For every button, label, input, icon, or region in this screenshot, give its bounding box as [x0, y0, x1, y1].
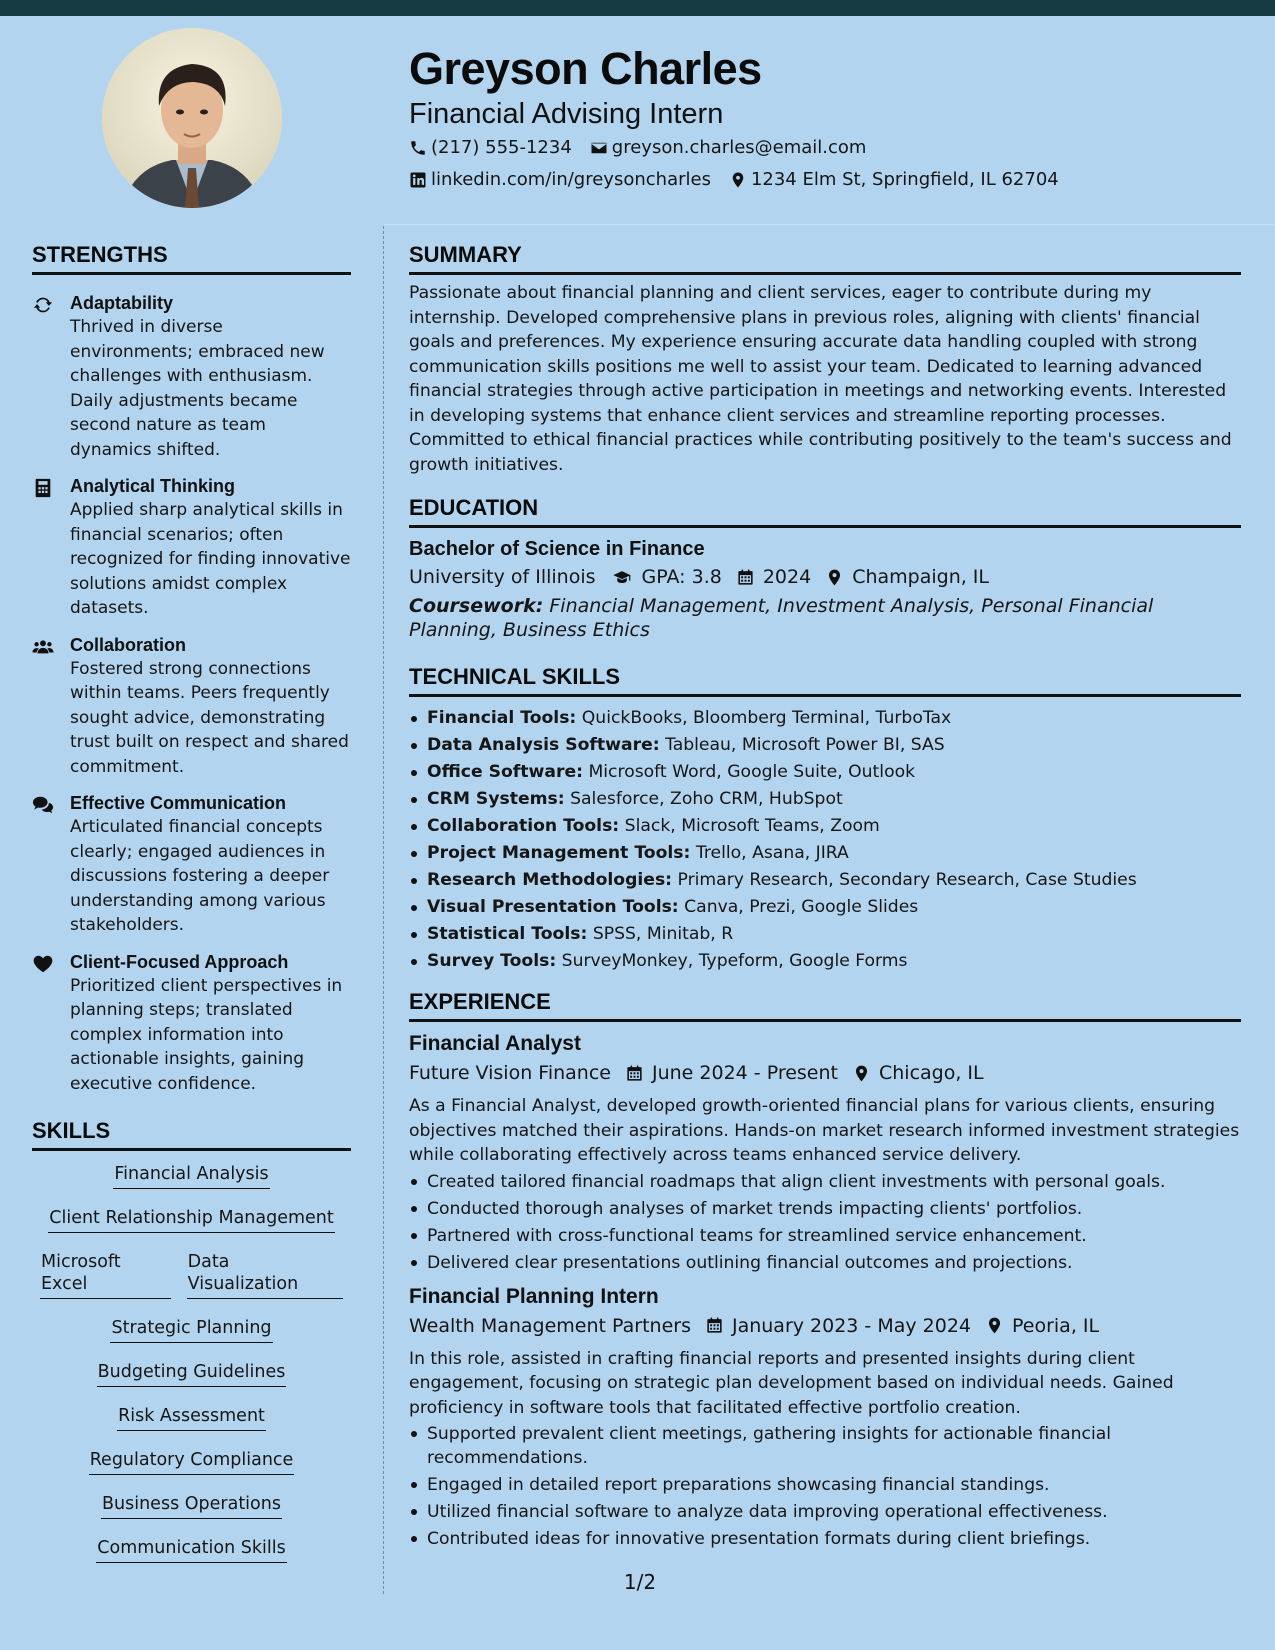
- address-text: 1234 Elm St, Springfield, IL 62704: [750, 169, 1059, 190]
- skill-tag: Data Visualization: [187, 1251, 343, 1299]
- strength-title: Collaboration: [70, 634, 186, 655]
- profile-photo: [102, 28, 282, 208]
- list-item: Partnered with cross-functional teams for streamlined service enhancement.: [409, 1224, 1241, 1248]
- skill-value: Salesforce, Zoho CRM, HubSpot: [570, 789, 843, 809]
- job-location: [985, 1311, 1099, 1341]
- phone-icon: [409, 139, 427, 157]
- skill-value: Canva, Prezi, Google Slides: [684, 897, 919, 917]
- calendar-icon: [705, 1316, 724, 1335]
- list-item: [409, 759, 1241, 786]
- header-divider: [384, 224, 1275, 225]
- strength-description: Applied sharp analytical skills in financial scenarios; often recognized for finding innovative solutions amidst complex datasets.: [70, 500, 351, 618]
- comments-icon: [32, 794, 54, 816]
- map-pin-icon: [825, 568, 844, 587]
- candidate-name: Greyson Charles: [409, 43, 762, 94]
- job-dates: [625, 1058, 838, 1088]
- skill-value: SurveyMonkey, Typeform, Google Forms: [561, 951, 908, 971]
- email-contact[interactable]: [590, 132, 867, 164]
- skills-list: [32, 1151, 351, 1581]
- skill-tag: Business Operations: [101, 1493, 282, 1519]
- technical-skills-title: TECHNICAL SKILLS: [409, 662, 1241, 697]
- education-meta: [409, 562, 1241, 592]
- strength-description: Thrived in diverse environments; embraced new challenges with enthusiasm. Daily adjustments became second nature as team dynamics shifted.: [70, 317, 325, 460]
- school-location: [825, 562, 989, 592]
- strength-description: Prioritized client perspectives in planning steps; translated complex information into actionable insights, gaining executive confidence.: [70, 975, 343, 1094]
- company-name: [409, 1058, 611, 1088]
- list-item: Utilized financial software to analyze data improving operational effectiveness.: [409, 1500, 1241, 1524]
- dates-text: June 2024 - Present: [651, 1062, 838, 1084]
- map-pin-icon: [852, 1064, 871, 1083]
- right-column: [409, 240, 1241, 1554]
- list-item: Created tailored financial roadmaps that align client investments with personal goals.: [409, 1170, 1241, 1194]
- dates-text: January 2023 - May 2024: [731, 1314, 971, 1337]
- skill-tag: Client Relationship Management: [48, 1207, 335, 1233]
- calendar-icon: [736, 568, 755, 587]
- skill-label: Visual Presentation Tools:: [427, 897, 679, 917]
- sync-icon: [32, 294, 54, 316]
- coursework: [409, 594, 1241, 642]
- skill-label: CRM Systems:: [427, 789, 565, 809]
- job-bullets: [409, 1422, 1241, 1551]
- company-text: Wealth Management Partners: [409, 1314, 691, 1337]
- strength-title: Effective Communication: [70, 793, 287, 813]
- summary-title: SUMMARY: [409, 240, 1241, 275]
- list-item: [409, 732, 1241, 759]
- strength-description: Fostered strong connections within teams. Peers frequently sought advice, demonstrating trust built on respect and shared commitment.: [70, 658, 349, 777]
- skill-label: Project Management Tools:: [427, 843, 691, 863]
- job-title: Financial Analyst: [409, 1032, 581, 1055]
- gpa-text: GPA: 3.8: [641, 566, 722, 588]
- linkedin-text: linkedin.com/in/greysoncharles: [431, 169, 711, 190]
- skill-value: QuickBooks, Bloomberg Terminal, TurboTax: [581, 708, 952, 728]
- skill-value: SPSS, Minitab, R: [592, 924, 734, 944]
- column-divider: [383, 226, 384, 1594]
- list-item: [409, 894, 1241, 921]
- experience-title: EXPERIENCE: [409, 987, 1241, 1022]
- skill-value: Trello, Asana, JIRA: [695, 843, 849, 863]
- list-item: Supported prevalent client meetings, gathering insights for actionable financial recommendations.: [409, 1422, 1241, 1470]
- envelope-icon: [590, 139, 608, 157]
- strength-item: [32, 291, 351, 462]
- summary-text: Passionate about financial planning and client services, eager to contribute during my internship. Developed comprehensive plans in previous roles, aligning with clients' financial goals and preferences. My experience ensuring accurate data handling coupled with strong communication skills positions me well to assist your team. Dedicated to learning advanced financial strategies through active participation in meetings and networking events. Interested in developing systems that enhance client services and streamline reporting processes. Committed to ethical financial practices while contributing positively to the team's success and growth initiatives.: [409, 283, 1232, 475]
- skill-label: Survey Tools:: [427, 951, 557, 971]
- list-item: [409, 705, 1241, 732]
- skill-label: Collaboration Tools:: [427, 816, 620, 836]
- list-item: [409, 948, 1241, 975]
- job-bullets: [409, 1170, 1241, 1275]
- school-name: [409, 562, 596, 592]
- skill-value: Tableau, Microsoft Power BI, SAS: [665, 735, 945, 755]
- calculator-icon: [32, 477, 54, 499]
- company-text: Future Vision Finance: [409, 1062, 611, 1084]
- skill-tag: Communication Skills: [96, 1537, 286, 1563]
- list-item: [409, 813, 1241, 840]
- skills-title: SKILLS: [32, 1116, 351, 1151]
- contact-row-2: [409, 164, 1229, 196]
- location-text: Chicago, IL: [878, 1062, 984, 1084]
- job-location: [852, 1058, 984, 1088]
- education-title: EDUCATION: [409, 493, 1241, 528]
- strength-item: [32, 474, 351, 621]
- gpa: [610, 562, 722, 592]
- linkedin-contact[interactable]: [409, 164, 711, 196]
- skill-value: Primary Research, Secondary Research, Case Studies: [677, 870, 1137, 890]
- map-pin-icon: [985, 1316, 1004, 1335]
- year-text: 2024: [762, 566, 812, 588]
- school-text: University of Illinois: [409, 566, 596, 588]
- technical-skills-list: [409, 705, 1241, 975]
- list-item: [409, 867, 1241, 894]
- skill-label: Research Methodologies:: [427, 870, 673, 890]
- coursework-label: Coursework:: [409, 595, 544, 617]
- skill-tag: Regulatory Compliance: [89, 1449, 295, 1475]
- location-text: Peoria, IL: [1012, 1314, 1100, 1337]
- coursework-text: Financial Management, Investment Analysis, Personal Financial Planning, Business Ethics: [409, 595, 1154, 641]
- job-title: Financial Planning Intern: [409, 1284, 659, 1308]
- map-pin-icon: [729, 171, 747, 189]
- job-summary: As a Financial Analyst, developed growth-oriented financial plans for various clients, ensuring objectives matched their aspirations. Hands-on market research informed investment strategies while collaborating effectively across teams enhanced service delivery.: [409, 1096, 1240, 1165]
- graduation-year: [736, 562, 811, 592]
- skill-label: Data Analysis Software:: [427, 735, 660, 755]
- contact-row-1: [409, 132, 1229, 164]
- skill-tag: Risk Assessment: [117, 1405, 266, 1431]
- address-contact: [729, 164, 1059, 196]
- job-meta: [409, 1311, 1241, 1341]
- skill-tag: Microsoft Excel: [40, 1251, 171, 1299]
- list-item: Contributed ideas for innovative presentation formats during client briefings.: [409, 1527, 1241, 1551]
- skill-tag: Financial Analysis: [113, 1163, 269, 1189]
- list-item: Engaged in detailed report preparations showcasing financial standings.: [409, 1473, 1241, 1497]
- users-icon: [32, 636, 54, 658]
- job-summary: In this role, assisted in crafting financial reports and presented insights during client engagement, focusing on strategic plan development based on individual needs. Gained proficiency in software tools that facilitated effective portfolio creation.: [409, 1348, 1174, 1418]
- resume-header: [409, 40, 1229, 196]
- location-text: Champaign, IL: [852, 566, 990, 588]
- strength-description: Articulated financial concepts clearly; engaged audiences in discussions fostering a deeper understanding among various stakeholders.: [70, 817, 330, 935]
- list-item: Delivered clear presentations outlining financial outcomes and projections.: [409, 1251, 1241, 1275]
- email-text: greyson.charles@email.com: [611, 137, 867, 158]
- strength-title: Analytical Thinking: [70, 476, 236, 496]
- skill-value: Microsoft Word, Google Suite, Outlook: [588, 762, 916, 782]
- list-item: [409, 840, 1241, 867]
- job-meta: [409, 1058, 1241, 1088]
- linkedin-icon: [409, 171, 427, 189]
- phone-text: (217) 555-1234: [431, 137, 572, 158]
- strengths-list: [32, 275, 351, 1096]
- list-item: [409, 786, 1241, 813]
- page-number: 1/2: [623, 1570, 657, 1594]
- strength-item: [32, 791, 351, 938]
- phone-contact[interactable]: [409, 132, 572, 164]
- skill-label: Financial Tools:: [427, 708, 577, 728]
- list-item: Conducted thorough analyses of market trends impacting clients' portfolios.: [409, 1197, 1241, 1221]
- degree-title: Bachelor of Science in Finance: [409, 538, 705, 560]
- company-name: [409, 1311, 691, 1341]
- graduation-cap-icon: [610, 568, 634, 587]
- skill-tag: Strategic Planning: [110, 1317, 272, 1343]
- left-column: [32, 240, 351, 1581]
- strength-item: [32, 633, 351, 780]
- strengths-title: STRENGTHS: [32, 240, 351, 275]
- calendar-icon: [625, 1064, 644, 1083]
- skill-label: Statistical Tools:: [427, 924, 588, 944]
- list-item: [409, 921, 1241, 948]
- skill-tag: Budgeting Guidelines: [97, 1361, 287, 1387]
- job-dates: [705, 1311, 971, 1341]
- strength-title: Adaptability: [70, 293, 174, 313]
- heart-icon: [32, 953, 54, 975]
- candidate-role: Financial Advising Intern: [409, 98, 724, 130]
- top-bar: [0, 0, 1275, 16]
- strength-item: [32, 950, 351, 1097]
- skill-label: Office Software:: [427, 762, 583, 782]
- skill-value: Slack, Microsoft Teams, Zoom: [624, 816, 880, 836]
- strength-title: Client-Focused Approach: [70, 951, 289, 972]
